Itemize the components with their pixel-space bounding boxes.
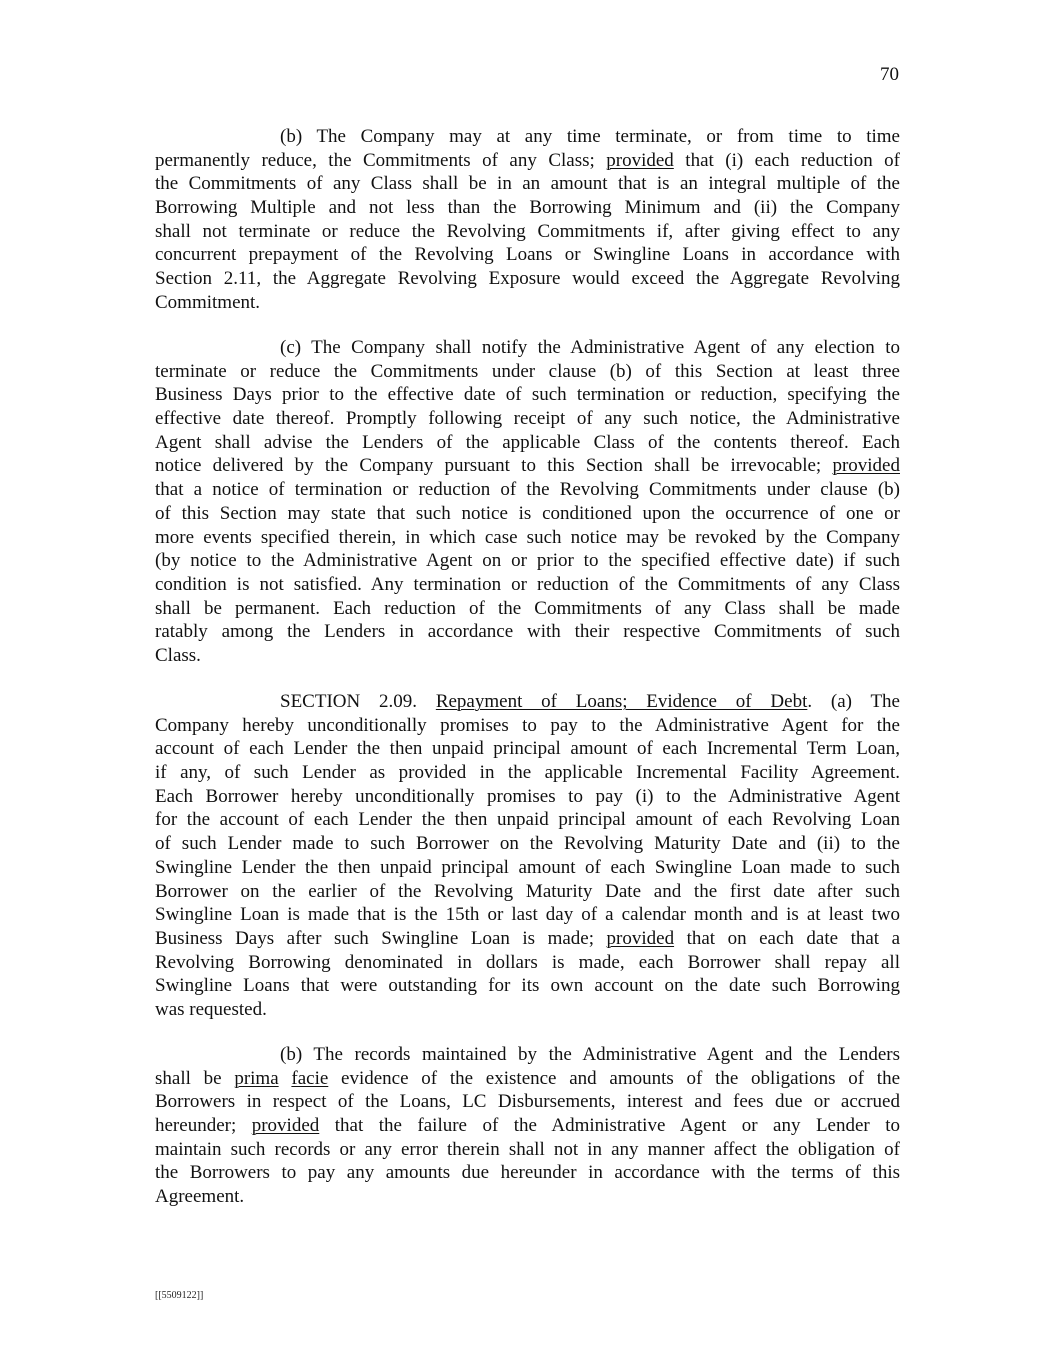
text-line — [155, 856, 900, 880]
underlined-term: provided — [606, 927, 675, 949]
text-segment: account of each Lender the then unpaid principal amount of each Incremental Term Loan, — [155, 738, 900, 760]
text-segment: Borrowers in respect of the Loans, LC Disbursements, interest and fees due or accrued — [155, 1091, 900, 1113]
text-line — [155, 951, 900, 975]
underlined-term: facie — [291, 1067, 329, 1089]
text-line — [155, 761, 900, 785]
text-segment: Agent shall advise the Lenders of the applicable Class of the contents thereof. Each — [155, 431, 900, 453]
text-line — [155, 149, 900, 173]
text-segment: shall not terminate or reduce the Revolving Commitments if, after giving effect to any — [155, 220, 900, 242]
text-line — [155, 597, 900, 621]
text-segment: (b) The records maintained by the Administrative Agent and the Lenders — [280, 1044, 900, 1065]
text-line — [155, 336, 900, 360]
text-segment: concurrent prepayment of the Revolving Loans or Swingline Loans in accordance with — [155, 244, 900, 266]
text-line — [155, 360, 900, 384]
text-segment: terminate or reduce the Commitments under clause (b) of this Section at least three — [155, 360, 900, 382]
text-line — [155, 454, 900, 478]
text-segment: that the failure of the Administrative Agent or any Lender to — [319, 1115, 900, 1137]
underlined-term: provided — [251, 1115, 320, 1137]
text-line — [155, 737, 900, 761]
underlined-term: provided — [606, 149, 674, 171]
paragraph-termination-notice — [155, 336, 900, 668]
text-segment: . (a) The — [807, 691, 900, 712]
text-line — [155, 1161, 900, 1185]
text-segment: Class. — [155, 644, 201, 666]
text-segment: Borrowing Multiple and not less than the Borrowing Minimum and (ii) the Company — [155, 197, 900, 219]
text-segment: (by notice to the Administrative Agent on or prior to the specified effective date) if such — [155, 550, 900, 572]
text-line — [155, 620, 900, 644]
text-line — [155, 1138, 900, 1162]
text-segment: was requested. — [155, 998, 267, 1020]
text-segment: Swingline Lender the then unpaid principal amount of each Swingline Loan made to such — [155, 856, 900, 878]
text-segment: if any, of such Lender as provided in the applicable Incremental Facility Agreement. — [155, 762, 900, 784]
page-number: 70 — [880, 64, 899, 85]
text-segment: (c) The Company shall notify the Administrative Agent of any election to — [280, 337, 900, 358]
text-segment: shall be — [155, 1067, 235, 1089]
underlined-term: Repayment of Loans; Evidence of Debt — [435, 691, 808, 712]
text-line — [155, 172, 900, 196]
paragraph-commitment-reduction — [155, 125, 900, 315]
text-line — [155, 220, 900, 244]
paragraph-section-2-09-repayment — [155, 690, 900, 1022]
text-line — [155, 383, 900, 407]
text-line — [155, 549, 900, 573]
text-segment: condition is not satisfied. Any termination or reduction of the Commitments of any Class — [155, 573, 900, 595]
text-line — [155, 927, 900, 951]
text-segment: Agreement. — [155, 1186, 245, 1208]
text-segment: Company hereby unconditionally promises to pay to the Administrative Agent for the — [155, 714, 900, 736]
text-line — [155, 478, 900, 502]
text-line — [155, 808, 900, 832]
text-segment: for the account of each Lender the then unpaid principal amount of each Revolving Loan — [155, 809, 900, 831]
text-line — [155, 502, 900, 526]
text-line — [155, 974, 900, 998]
text-line — [155, 998, 900, 1022]
text-line — [155, 526, 900, 550]
text-segment: hereunder; — [155, 1115, 252, 1137]
text-line — [155, 1090, 900, 1114]
text-segment: that a notice of termination or reduction of the Revolving Commitments under clause (b) — [155, 479, 900, 501]
text-segment: Each Borrower hereby unconditionally promises to pay (i) to the Administrative Agent — [155, 785, 900, 807]
text-segment: shall be permanent. Each reduction of the Commitments of any Class shall be made — [155, 597, 900, 619]
underlined-term: provided — [832, 455, 900, 477]
text-segment — [279, 1068, 292, 1089]
text-line — [155, 243, 900, 267]
text-line — [155, 1043, 900, 1067]
text-line — [155, 1185, 900, 1209]
text-line — [155, 407, 900, 431]
text-segment: Section 2.11, the Aggregate Revolving Exposure would exceed the Aggregate Revolving — [155, 268, 900, 290]
text-segment: that on each date that a — [674, 927, 900, 949]
text-line — [155, 125, 900, 149]
text-segment: Commitment. — [155, 291, 261, 313]
text-line — [155, 714, 900, 738]
text-segment: Business Days after such Swingline Loan is made; — [155, 927, 607, 949]
text-line — [155, 832, 900, 856]
text-segment: of such Lender made to such Borrower on the Revolving Maturity Date and (ii) to the — [155, 833, 900, 855]
text-line — [155, 291, 900, 315]
text-segment: the Borrowers to pay any amounts due hereunder in accordance with the terms of this — [155, 1162, 900, 1184]
text-line — [155, 880, 900, 904]
document-id-footer: [[5509122]] — [155, 1290, 204, 1301]
text-segment: Revolving Borrowing denominated in dollars is made, each Borrower shall repay all — [155, 951, 900, 973]
text-segment: maintain such records or any error therein shall not in any manner affect the obligation of — [155, 1138, 900, 1160]
paragraph-section-2-09-records — [155, 1043, 900, 1209]
text-line — [155, 267, 900, 291]
text-line — [155, 196, 900, 220]
text-segment: more events specified therein, in which case such notice may be revoked by the Company — [155, 526, 900, 548]
text-line — [155, 1114, 900, 1138]
text-line — [155, 573, 900, 597]
text-segment: effective date thereof. Promptly following receipt of any such notice, the Administrative — [155, 408, 900, 430]
underlined-term: prima — [234, 1067, 279, 1089]
text-line — [155, 644, 900, 668]
text-segment: SECTION 2.09. — [280, 691, 436, 712]
text-segment: Borrower on the earlier of the Revolving Maturity Date and the first date after such — [155, 880, 900, 902]
text-segment: (b) The Company may at any time terminate, or from time to time — [280, 126, 900, 147]
text-segment: of this Section may state that such notice is conditioned upon the occurrence of one or — [155, 502, 900, 524]
text-segment: notice delivered by the Company pursuant to this Section shall be irrevocable; — [155, 455, 833, 477]
text-segment: that (i) each reduction of — [673, 149, 900, 171]
text-segment: Swingline Loans that were outstanding for its own account on the date such Borrowing — [155, 975, 900, 997]
text-line — [155, 431, 900, 455]
text-line — [155, 903, 900, 927]
text-segment: permanently reduce, the Commitments of any Class; — [155, 149, 607, 171]
text-segment: Business Days prior to the effective date of such termination or reduction, specifying the — [155, 384, 900, 406]
text-segment: evidence of the existence and amounts of the obligations of the — [328, 1067, 900, 1089]
text-line — [155, 1067, 900, 1091]
text-segment: ratably among the Lenders in accordance with their respective Commitments of such — [155, 621, 900, 643]
text-segment: Swingline Loan is made that is the 15th or last day of a calendar month and is at least two — [155, 904, 900, 926]
text-line — [155, 690, 900, 714]
text-line — [155, 785, 900, 809]
text-segment: the Commitments of any Class shall be in an amount that is an integral multiple of the — [155, 173, 900, 195]
